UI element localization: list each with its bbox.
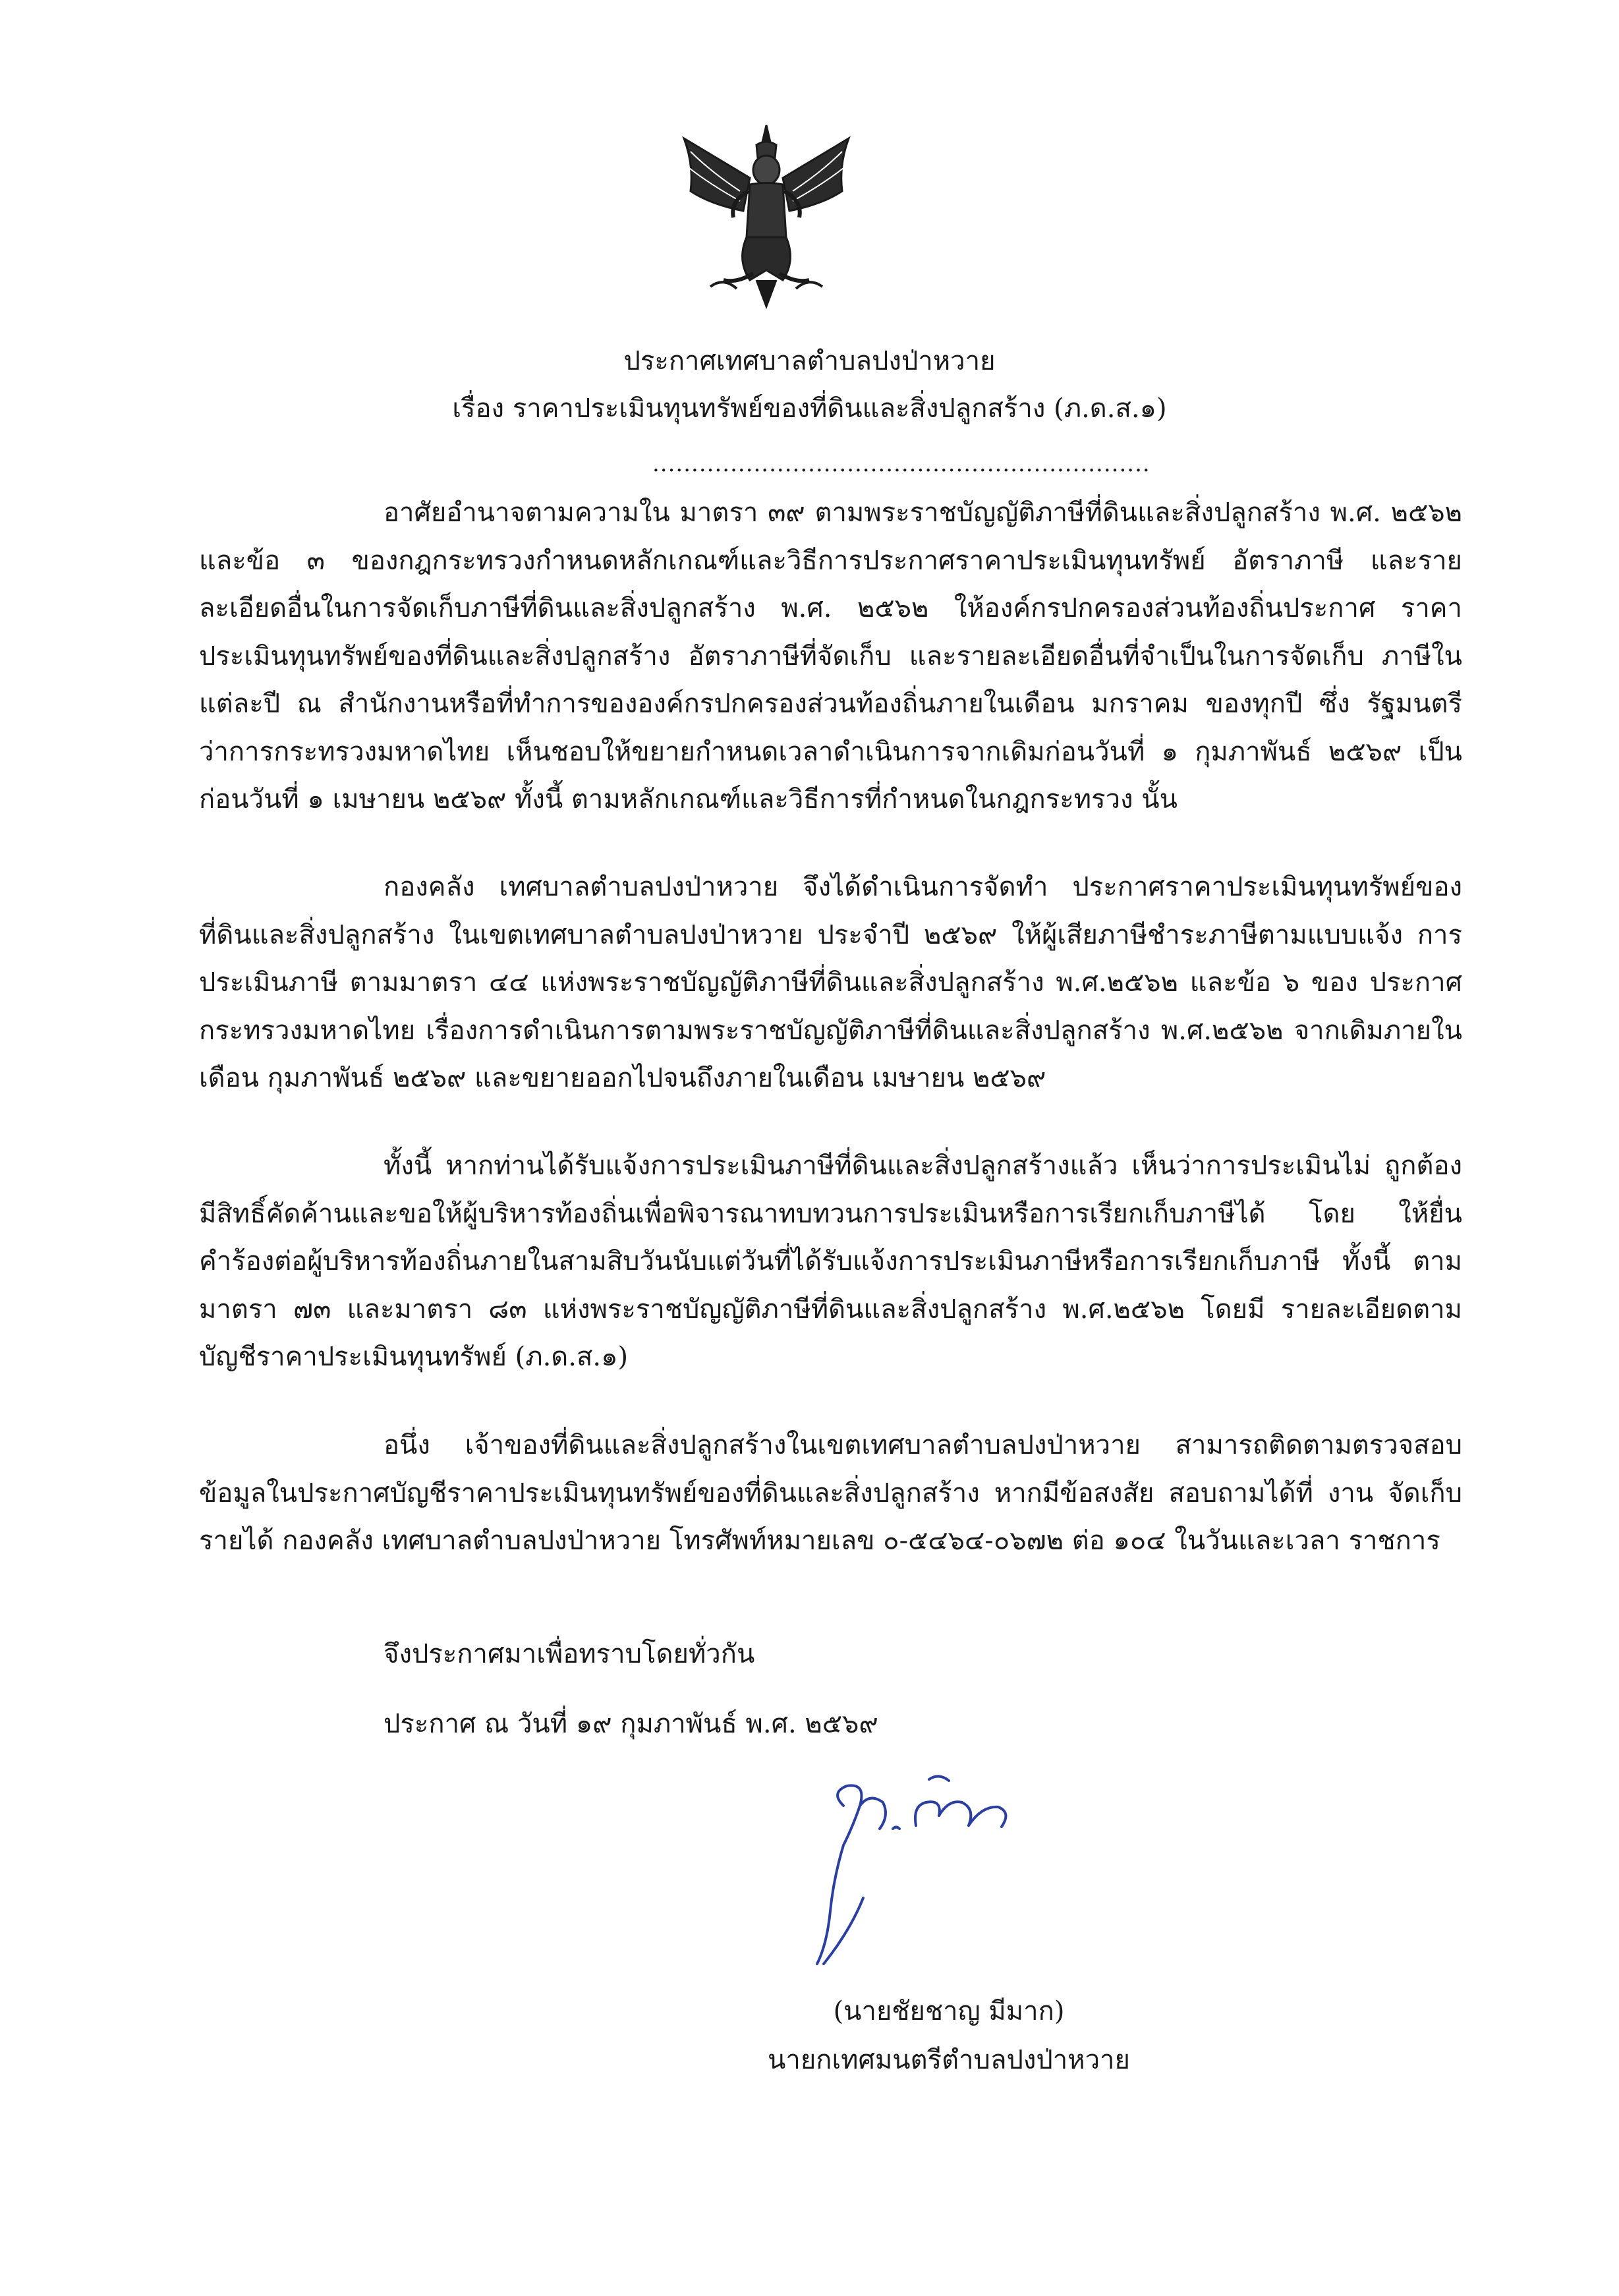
paragraph-contact-info: อนึ่ง เจ้าของที่ดินและสิ่งปลูกสร้างในเขตเทศบาลตำบลปงป่าหวาย สามารถติดตามตรวจสอบ ข้อมูลในประกาศบัญชีราคาประเมินทุนทรัพย์ของที่ดินและสิ่งปลูกสร้าง หากมีข้อสงสัย สอบถามได้ที่ งาน จัดเก็บรายได้ กองคลัง เทศบาลตำบลปงป่าหวาย โทรศัพท์หมายเลข ๐-๕๔๖๔-๐๖๗๒ ต่อ ๑๐๔ ในวันและเวลา ราชการ	[199, 1430, 1462, 1556]
closing-statement: จึงประกาศมาเพื่อทราบโดยทั่วกัน	[383, 1639, 755, 1669]
paragraph-finance-division: กองคลัง เทศบาลตำบลปงป่าหวาย จึงได้ดำเนินการจัดทำ ประกาศราคาประเมินทุนทรัพย์ของ ที่ดินและสิ่งปลูกสร้าง ในเขตเทศบาลตำบลปงป่าหวาย ประจำปี ๒๕๖๙ ให้ผู้เสียภาษีชำระภาษีตามแบบแจ้ง การประเมินภาษี ตามมาตรา ๔๔ แห่งพระราชบัญญัติภาษีที่ดินและสิ่งปลูกสร้าง พ.ศ.๒๕๖๒ และข้อ ๖ ของ ประกาศกระทรวงมหาดไทย เรื่องการดำเนินการตามพระราชบัญญัติภาษีที่ดินและสิ่งปลูกสร้าง พ.ศ.๒๕๖๒ จากเดิมภายในเดือน กุมภาพันธ์ ๒๕๖๙ และขยายออกไปจนถึงภายในเดือน เมษายน ๒๕๖๙	[199, 872, 1462, 1093]
garuda-emblem-icon	[671, 119, 862, 310]
paragraph-objection-rights: ทั้งนี้ หากท่านได้รับแจ้งการประเมินภาษีที่ดินและสิ่งปลูกสร้างแล้ว เห็นว่าการประเมินไม่ ถูกต้อง มีสิทธิ์คัดค้านและขอให้ผู้บริหารท้องถิ่นเพื่อพิจารณาทบทวนการประเมินหรือการเรียกเก็บภาษีได้ โดย ให้ยื่นคำร้องต่อผู้บริหารท้องถิ่นภายในสามสิบวันนับแต่วันที่ได้รับแจ้งการประเมินภาษีหรือการเรียกเก็บภาษี ทั้งนี้ ตามมาตรา ๗๓ และมาตรา ๘๓ แห่งพระราชบัญญัติภาษีที่ดินและสิ่งปลูกสร้าง พ.ศ.๒๕๖๒ โดยมี รายละเอียดตามบัญชีราคาประเมินทุนทรัพย์ (ภ.ด.ส.๑)	[199, 1151, 1462, 1372]
title-separator: ................................................................	[652, 451, 1150, 477]
handwritten-signature-icon	[784, 1766, 1054, 1977]
announcement-date: ประกาศ ณ วันที่ ๑๙ กุมภาพันธ์ พ.ศ. ๒๕๖๙	[383, 1709, 878, 1739]
paragraph-authority: อาศัยอำนาจตามความใน มาตรา ๓๙ ตามพระราชบัญญัติภาษีที่ดินและสิ่งปลูกสร้าง พ.ศ. ๒๕๖๒ และข้อ ๓ ของกฎกระทรวงกำหนดหลักเกณฑ์และวิธีการประกาศราคาประเมินทุนทรัพย์ อัตราภาษี และรายละเอียดอื่นในการจัดเก็บภาษีที่ดินและสิ่งปลูกสร้าง พ.ศ. ๒๕๖๒ ให้องค์กรปกครองส่วนท้องถิ่นประกาศ ราคาประเมินทุนทรัพย์ของที่ดินและสิ่งปลูกสร้าง อัตราภาษีที่จัดเก็บ และรายละเอียดอื่นที่จำเป็นในการจัดเก็บ ภาษีในแต่ละปี ณ สำนักงานหรือที่ทำการขององค์กรปกครองส่วนท้องถิ่นภายในเดือน มกราคม ของทุกปี ซึ่ง รัฐมนตรีว่าการกระทรวงมหาดไทย เห็นชอบให้ขยายกำหนดเวลาดำเนินการจากเดิมก่อนวันที่ ๑ กุมภาพันธ์ ๒๕๖๙ เป็นก่อนวันที่ ๑ เมษายน ๒๕๖๙ ทั้งนี้ ตามหลักเกณฑ์และวิธีการที่กำหนดในกฎกระทรวง นั้น	[199, 498, 1463, 815]
signatory-position: นายกเทศมนตรีตำบลปงป่าหวาย	[768, 2045, 1130, 2075]
signatory-name: (นายชัยชาญ มีมาก)	[833, 1996, 1065, 2026]
document-title: ประกาศเทศบาลตำบลปงป่าหวาย	[623, 346, 996, 376]
document-subject: เรื่อง ราคาประเมินทุนทรัพย์ของที่ดินและสิ่งปลูกสร้าง (ภ.ด.ส.๑)	[452, 393, 1167, 424]
